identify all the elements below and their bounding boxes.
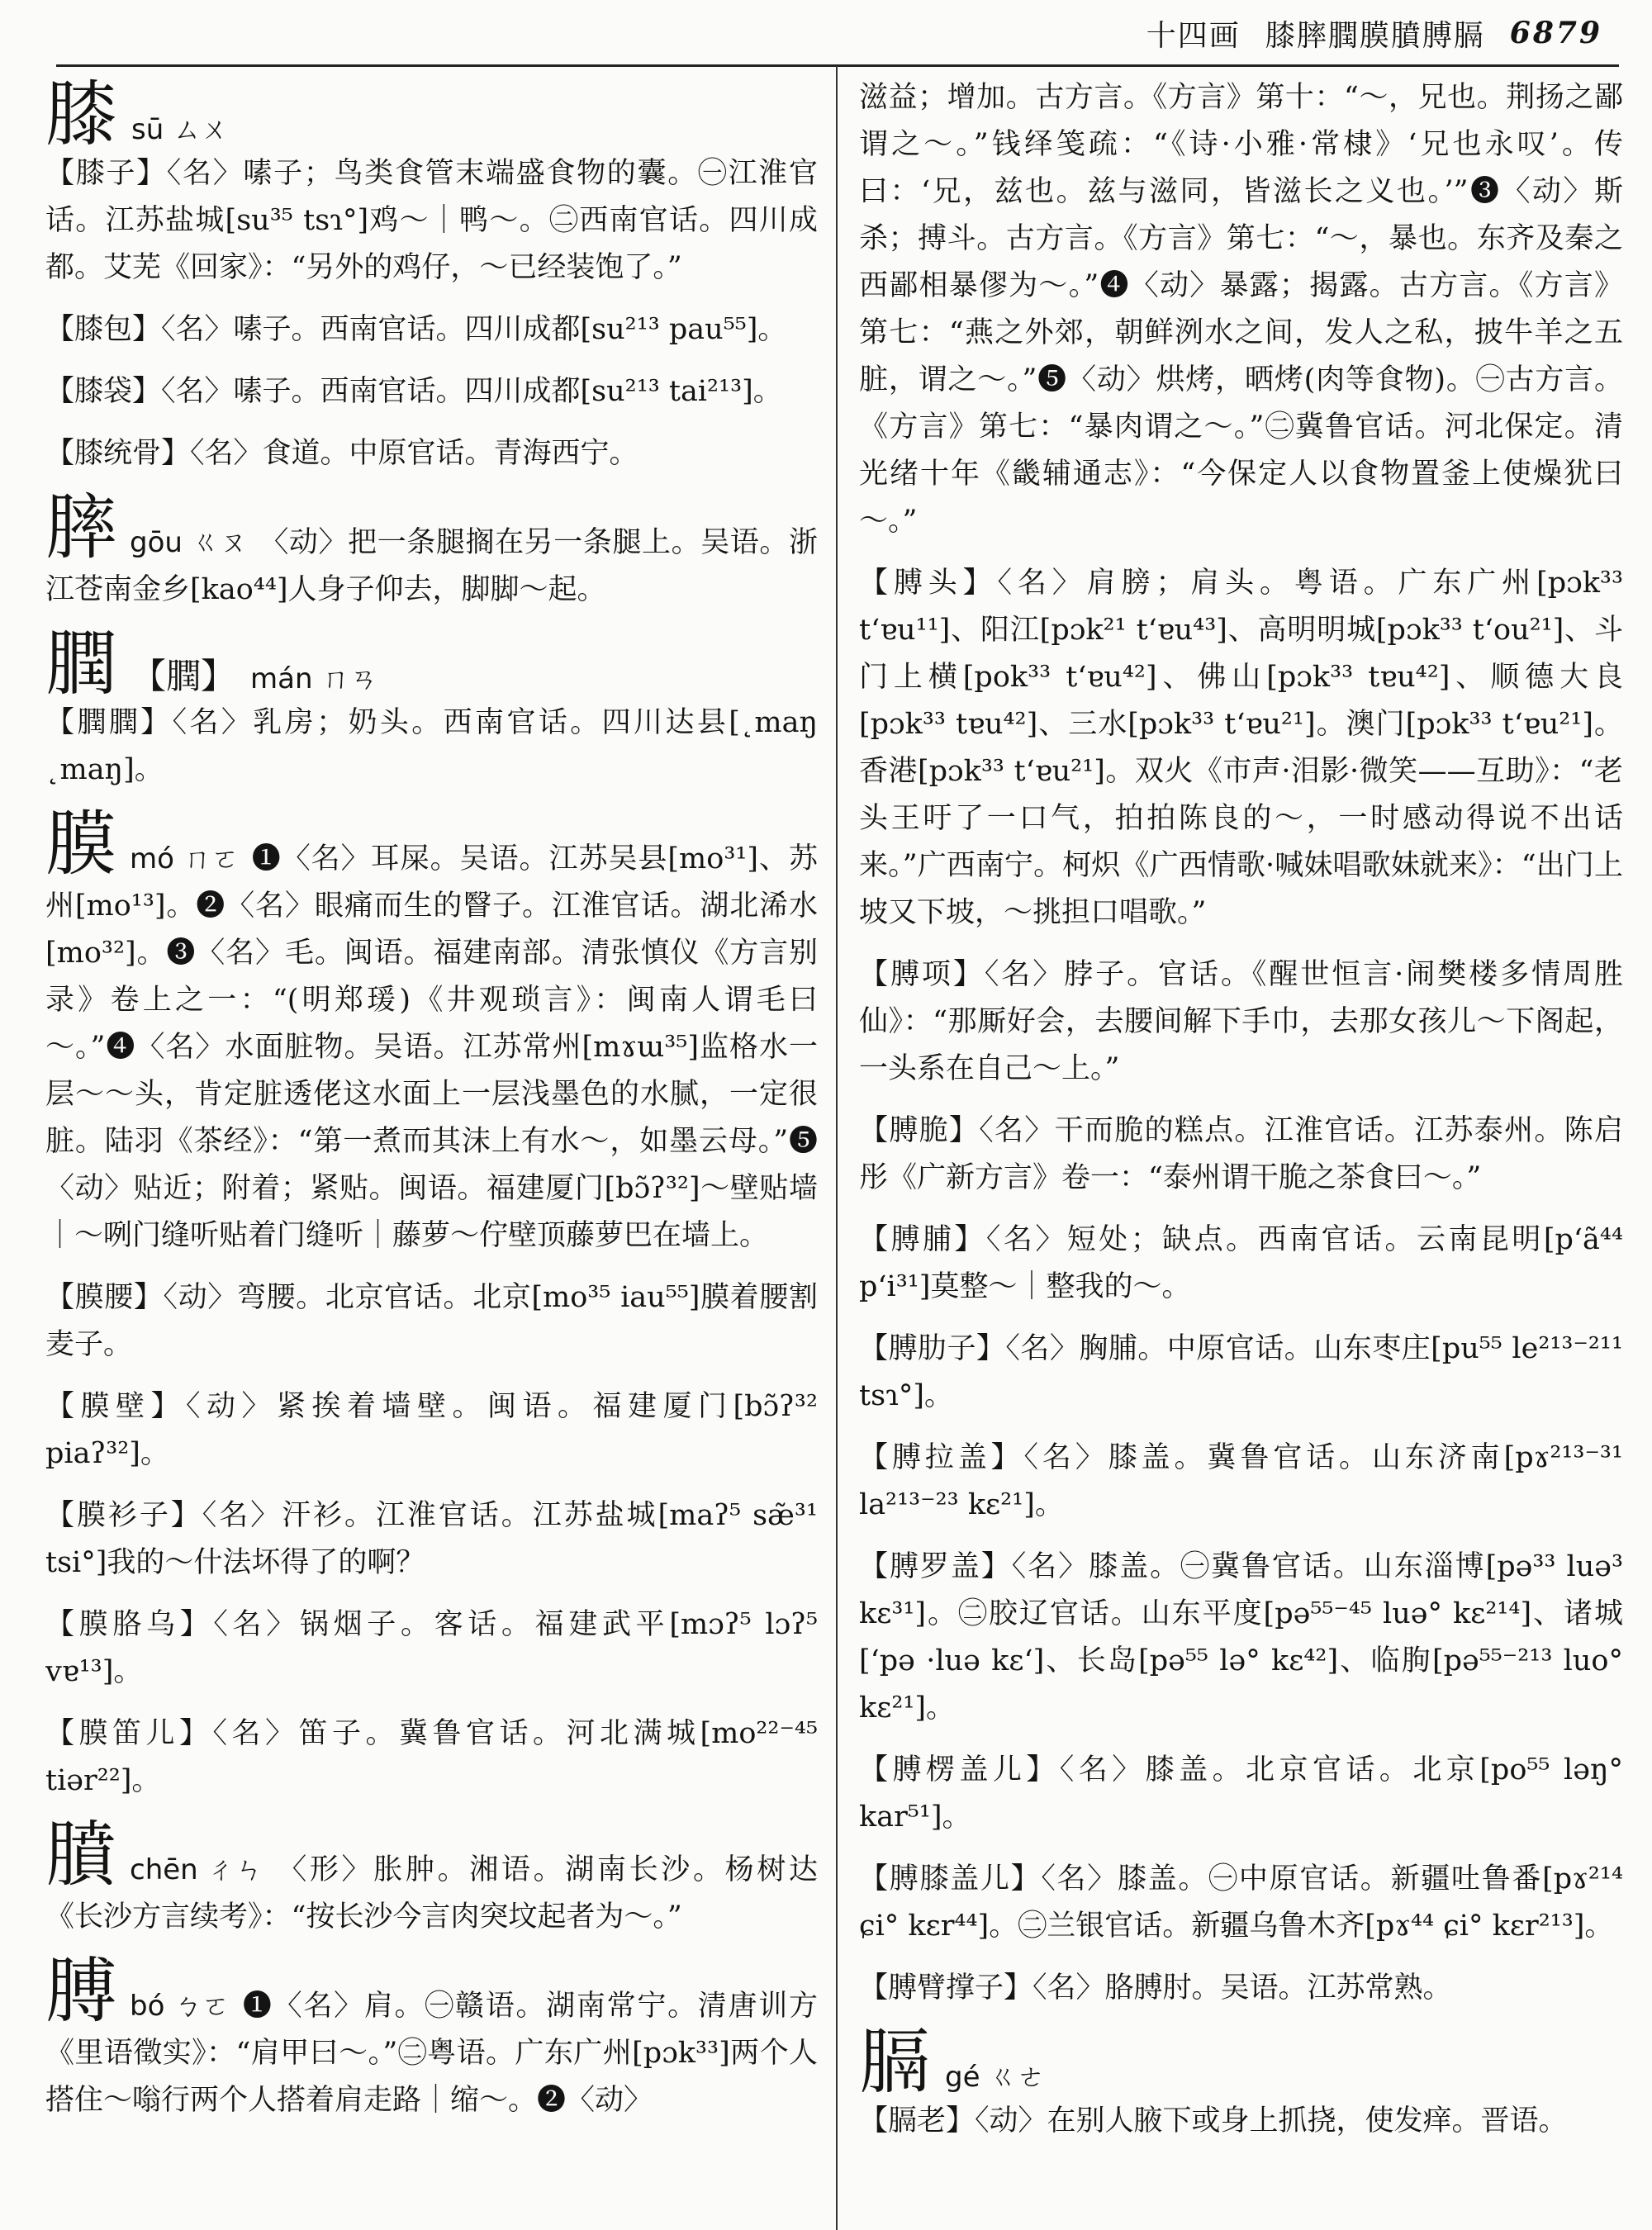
entry-su-2: 【膝包】〈名〉嗉子。西南官话。四川成都[su²¹³ pau⁵⁵]。 bbox=[45, 313, 787, 346]
headchar-pinyin: gōu ㄍㄡ bbox=[130, 526, 248, 559]
running-header bbox=[50, 8, 1602, 58]
headchar-pinyin: mó ㄇㄛ bbox=[130, 842, 240, 875]
entry-mo-5: 【膜笛儿】〈名〉笛子。冀鲁官话。河北满城[mo²²⁻⁴⁵ tiər²²]。 bbox=[45, 1717, 818, 1797]
column-divider bbox=[836, 66, 838, 2230]
headchar-glyph: 膊 bbox=[45, 1950, 116, 2033]
headchar-pinyin: bó ㄅㄛ bbox=[130, 1990, 230, 2023]
headchar-variant: 【膶】 bbox=[131, 656, 236, 696]
headword-mo-block bbox=[45, 803, 818, 1260]
entry-bo-6: 【膊拉盖】〈名〉膝盖。冀鲁官话。山东济南[pɤ²¹³⁻³¹ la²¹³⁻²³ kɛ²¹]。 bbox=[859, 1441, 1623, 1521]
headword-man bbox=[45, 623, 818, 705]
headchar-glyph: 膟 bbox=[45, 486, 116, 569]
entry-bo-5: 【膊肋子】〈名〉胸脯。中原官话。山东枣庄[pu⁵⁵ le²¹³⁻²¹¹ tsɿ°]。 bbox=[859, 1332, 1623, 1412]
entry-bo-2: 【膊项】〈名〉脖子。官话。《醒世恒言·闹樊楼多情周胜仙》：“那厮好会，去腰间解下手巾，去那女孩儿～下阁起，一头系在自己～上。” bbox=[859, 958, 1623, 1085]
entry-mo-2: 【膜壁】〈动〉紧挨着墙壁。闽语。福建厦门[bɔ̃ʔ³² piaʔ³²]。 bbox=[45, 1390, 818, 1470]
headword-gou-block bbox=[45, 486, 818, 614]
entry-mo-1: 【膜腰】〈动〉弯腰。北京官话。北京[mo³⁵ iau⁵⁵]膜着腰割麦子。 bbox=[45, 1281, 818, 1361]
entry-su-4: 【膝统骨】〈名〉食道。中原官话。青海西宁。 bbox=[45, 437, 638, 470]
entry-gou: 〈动〉把一条腿搁在另一条腿上。吴语。浙江苍南金乡[kao⁴⁴]人身子仰去，脚脚～起。 bbox=[45, 526, 818, 606]
headchar-glyph: 膶 bbox=[45, 623, 116, 705]
entry-bo-continued: 滋益；增加。古方言。《方言》第十：“～，兄也。荆扬之鄙谓之～。”钱绎笺疏：“《诗·小雅·常棣》‘兄也永叹’。传曰：‘兄，兹也。兹与滋同，皆滋长之义也。’”❸〈动〉斯杀；搏斗。古方言。《方言》第七：“～，暴也。东齐及秦之西鄙相暴僇为～。”❹〈动〉暴露；揭露。古方言。《方言》第七：“燕之外郊，朝鲜洌水之间，发人之私，披牛羊之五脏，谓之～。”❺〈动〉烘烤，晒烤(肉等食物)。㊀古方言。《方言》第七：“暴肉谓之～。”㊁冀鲁官话。河北保定。清光绪十年《畿辅通志》：“今保定人以食物置釜上使燥犹曰～。” bbox=[859, 81, 1623, 538]
headchar-pinyin: sū ㄙㄨ bbox=[131, 113, 230, 146]
right-column bbox=[859, 74, 1623, 2222]
headword-chen-block bbox=[45, 1814, 818, 1941]
entry-su-3: 【膝袋】〈名〉嗉子。西南官话。四川成都[su²¹³ tai²¹³]。 bbox=[45, 375, 782, 408]
entry-bo-10: 【膊臂撑子】〈名〉胳膊肘。吴语。江苏常熟。 bbox=[859, 1971, 1452, 2005]
entry-bo-8: 【膊楞盖儿】〈名〉膝盖。北京官话。北京[po⁵⁵ ləŋ° kar⁵¹]。 bbox=[859, 1753, 1623, 1834]
entry-man-1: 【膶膶】〈名〉乳房；奶头。西南官话。四川达县[˛maŋ ˛maŋ]。 bbox=[45, 706, 818, 786]
entry-bo-9: 【膊膝盖儿】〈名〉膝盖。㊀中原官话。新疆吐鲁番[pɤ²¹⁴ ɕi° kɛr⁴⁴]。㊁兰银官话。新疆乌鲁木齐[pɤ⁴⁴ ɕi° kɛr²¹³]。 bbox=[859, 1862, 1623, 1943]
entry-bo-4: 【膊脯】〈名〉短处；缺点。西南官话。云南昆明[pʻã⁴⁴ pʻi³¹]莫整～｜整我的～。 bbox=[859, 1223, 1623, 1303]
header-chars: 膝膟膶膜膹膊膈 bbox=[1265, 18, 1485, 53]
headchar-glyph: 膈 bbox=[859, 2021, 930, 2104]
left-column bbox=[45, 74, 818, 2222]
entry-bo-3: 【膊脆】〈名〉干而脆的糕点。江淮官话。江苏泰州。陈启彤《广新方言》卷一：“泰州谓干脆之茶食曰～。” bbox=[859, 1114, 1623, 1194]
headchar-glyph: 膜 bbox=[45, 803, 116, 885]
headchar-pinyin: gé ㄍㄜ bbox=[945, 2061, 1046, 2094]
page-number: 6879 bbox=[1509, 16, 1602, 50]
entry-ge-1: 【膈老】〈动〉在别人腋下或身上抓挠，使发痒。晋语。 bbox=[859, 2104, 1568, 2137]
header-rule bbox=[56, 64, 1619, 67]
entry-su-1: 【膝子】〈名〉嗉子；鸟类食管末端盛食物的囊。㊀江淮官话。江苏盐城[su³⁵ tsɿ°]鸡～｜鸭～。㊁西南官话。四川成都。艾芜《回家》：“另外的鸡仔，～已经装饱了。” bbox=[45, 157, 818, 284]
headword-bo-block bbox=[45, 1950, 818, 2124]
header-section: 十四画 bbox=[1146, 18, 1241, 53]
headword-su bbox=[45, 74, 818, 156]
entry-mo-3: 【膜衫子】〈名〉汗衫。江淮官话。江苏盐城[maʔ⁵ sæ̃³¹ tsi°]我的～什法坏得了的啊？ bbox=[45, 1499, 818, 1579]
entry-mo: ❶〈名〉耳屎。吴语。江苏吴县[mo³¹]、苏州[mo¹³]。❷〈名〉眼痛而生的瞖子。江淮官话。湖北浠水[mo³²]。❸〈名〉毛。闽语。福建南部。清张慎仪《方言别录》卷上之一：“(明郑瑗)《井观琐言》：闽南人谓毛曰～。”❹〈名〉水面脏物。吴语。江苏常州[mɤɯ³⁵]监格水一层～～头，肯定脏透佬这水面上一层浅墨色的水腻，一定很脏。陆羽《茶经》：“第一煮而其沫上有水～，如墨云母。”❺〈动〉贴近；附着；紧贴。闽语。福建厦门[bɔ̃ʔ³²]～壁贴墙｜～咧门缝听贴着门缝听｜藤萝～佇壁顶藤萝巴在墙上。 bbox=[45, 842, 818, 1252]
entry-mo-4: 【膜胳乌】〈名〉锅烟子。客话。福建武平[mɔʔ⁵ lɔʔ⁵ vɐ¹³]。 bbox=[45, 1608, 818, 1688]
headchar-pinyin: chēn ㄔㄣ bbox=[130, 1853, 263, 1886]
entry-bo-1: 【膊头】〈名〉肩膀；肩头。粤语。广东广州[pɔk³³ tʻɐu¹¹]、阳江[pɔk²¹ tʻɐu⁴³]、高明明城[pɔk³³ tʻou²¹]、斗门上横[pok³³ tʻɐu⁴²]、佛山[pɔk³³ tɐu⁴²]、顺德大良[pɔk³³ tɐu⁴²]、三水[pɔk³³ tʻɐu²¹]。澳门[pɔk³³ tʻɐu²¹]。香港[pɔk³³ tʻɐu²¹]。双火《市声·泪影·微笑——互助》：“老头王吁了一口气，拍拍陈良的～，一时感动得说不出话来。”广西南宁。柯炽《广西情歌·喊妹唱歌妹就来》：“出门上坡又下坡，～挑担口唱歌。” bbox=[859, 567, 1623, 929]
headchar-pinyin: mán ㄇㄢ bbox=[250, 662, 378, 695]
entry-chen: 〈形〉胀肿。湘语。湖南长沙。杨树达《长沙方言续考》：“按长沙今言肉突坟起者为～。” bbox=[45, 1853, 818, 1933]
headword-ge bbox=[859, 2021, 1623, 2104]
entry-bo: ❶〈名〉肩。㊀赣语。湖南常宁。清唐训方《里语徵实》：“肩甲曰～。”㊁粤语。广东广州[pɔk³³]两个人搭住～嗡行两个人搭着肩走路｜缩～。❷〈动〉 bbox=[45, 1990, 818, 2117]
entry-bo-7: 【膊罗盖】〈名〉膝盖。㊀冀鲁官话。山东淄博[pə³³ luə³ kɛ³¹]。㊁胶辽官话。山东平度[pə⁵⁵⁻⁴⁵ luə° kɛ²¹⁴]、诸城[ʻpə ·luə kɛʻ]、长岛[pə⁵⁵ lə° kɛ⁴²]、临朐[pə⁵⁵⁻²¹³ luo° kɛ²¹]。 bbox=[859, 1550, 1623, 1725]
headchar-glyph: 膝 bbox=[45, 74, 116, 156]
headchar-glyph: 膹 bbox=[45, 1814, 116, 1896]
